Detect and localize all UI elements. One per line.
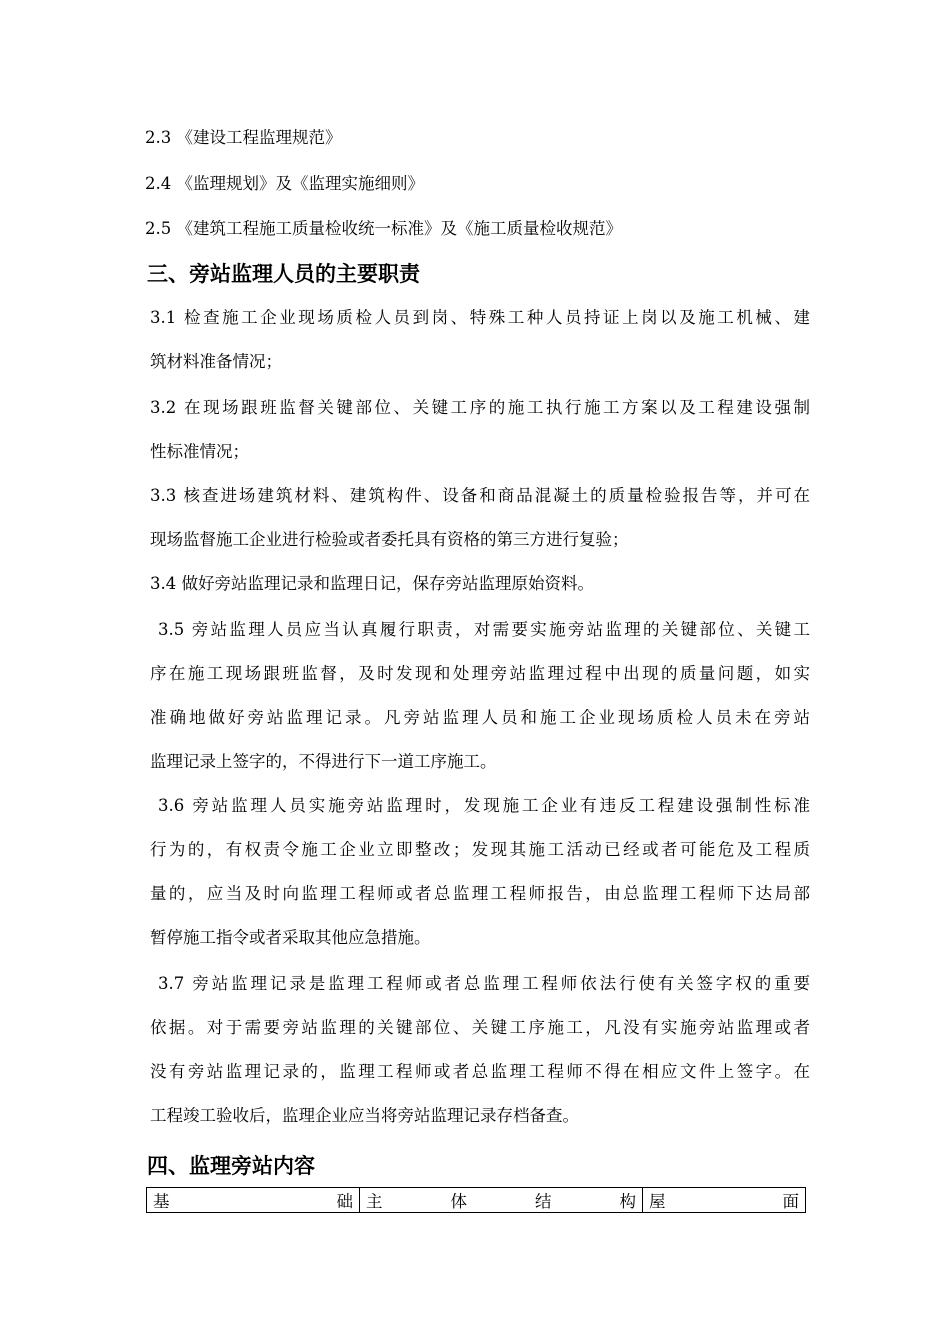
table-header-cell <box>147 1188 360 1213</box>
item-3-1: 3.1 检查施工企业现场质检人员到岗、特殊工种人员持证上岗以及施工机械、建 筑材料准备情况； <box>150 308 810 371</box>
table-header-row <box>147 1188 806 1213</box>
table-header-char: 结 <box>535 1192 552 1211</box>
reference-2-4: 2.4 《监理规划》及《监理实施细则》 <box>145 174 424 193</box>
table-header-char: 础 <box>336 1192 353 1211</box>
table-header-char: 面 <box>782 1192 799 1211</box>
item-3-3: 3.3 核查进场建筑材料、建筑构件、设备和商品混凝土的质量检验报告等，并可在 现场监督施工企业进行检验或者委托具有资格的第三方进行复验； <box>150 486 810 549</box>
reference-2-3: 2.3 《建设工程监理规范》 <box>145 128 342 147</box>
supervision-content-table <box>146 1187 806 1213</box>
table-header-char: 基 <box>153 1192 170 1211</box>
section-4-heading: 四、监理旁站内容 <box>147 1153 315 1178</box>
header-roof <box>649 1188 799 1212</box>
section-3-heading: 三、旁站监理人员的主要职责 <box>147 261 420 286</box>
table-header-cell <box>643 1188 806 1213</box>
table-header-cell <box>360 1188 643 1213</box>
table-header-char: 主 <box>366 1192 383 1211</box>
item-3-4: 3.4 做好旁站监理记录和监理日记，保存旁站监理原始资料。 <box>150 574 594 593</box>
item-3-5: 3.5 旁站监理人员应当认真履行职责，对需要实施旁站监理的关键部位、关键工 序在施工现场跟班监督，及时发现和处理旁站监理过程中出现的质量问题，如实 准确地做好旁站监理记录。凡旁站监理人员和施工企业现场质检人员未在旁站 监理记录上签字的，不得进行下一道工序施工。 <box>150 620 810 771</box>
table-header-char: 屋 <box>649 1192 666 1211</box>
header-foundation <box>153 1188 353 1212</box>
item-3-7: 3.7 旁站监理记录是监理工程师或者总监理工程师依法行使有关签字权的重要 依据。对于需要旁站监理的关键部位、关键工序施工，凡没有实施旁站监理或者 没有旁站监理记录的，监理工程师或者总监理工程师不得在相应文件上签字。在 工程竣工验收后，监理企业应当将旁站监理记录存档备查。 <box>150 974 810 1125</box>
header-main-structure <box>366 1188 636 1212</box>
item-3-2: 3.2 在现场跟班监督关键部位、关键工序的施工执行施工方案以及工程建设强制 性标准情况； <box>150 398 810 461</box>
reference-2-5: 2.5 《建筑工程施工质量检收统一标准》及《施工质量检收规范》 <box>145 219 622 238</box>
item-3-6: 3.6 旁站监理人员实施旁站监理时，发现施工企业有违反工程建设强制性标准 行为的，有权责令施工企业立即整改；发现其施工活动已经或者可能危及工程质 量的，应当及时向监理工程师或者总监理工程师报告，由总监理工程师下达局部 暂停施工指令或者采取其他应急措施。 <box>150 796 810 947</box>
table-header-char: 构 <box>619 1192 636 1211</box>
table-header-char: 体 <box>450 1192 467 1211</box>
